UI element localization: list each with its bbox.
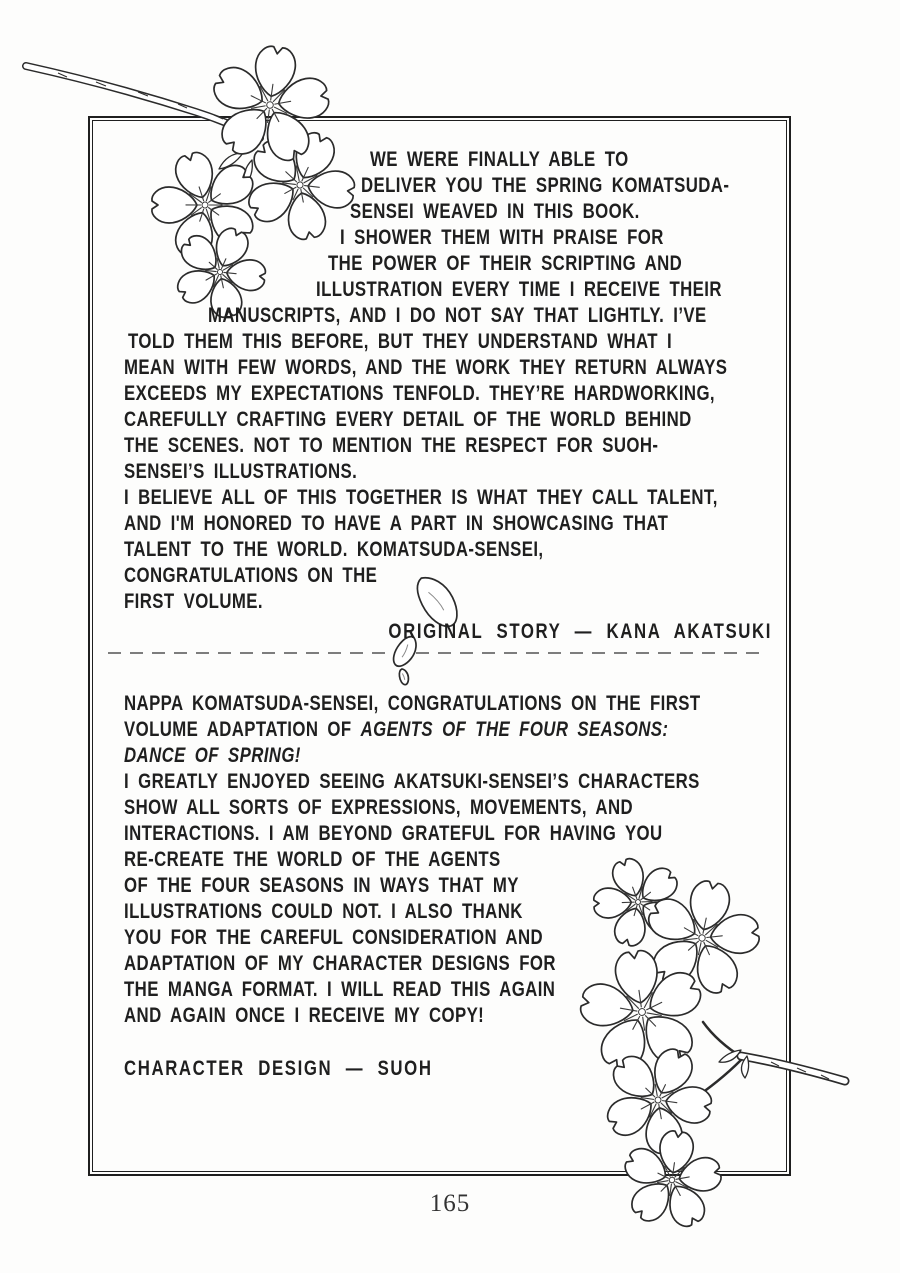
text-line bbox=[124, 925, 652, 951]
text-line: DELIVER YOU THE SPRING KOMATSUDA- bbox=[361, 174, 730, 197]
text-line: I BELIEVE ALL OF THIS TOGETHER IS WHAT THEY CALL TALENT, bbox=[124, 486, 718, 509]
text-line: WE WERE FINALLY ABLE TO bbox=[370, 148, 629, 171]
text-line: ILLUSTRATION EVERY TIME I RECEIVE THEIR bbox=[316, 278, 722, 301]
text-line bbox=[124, 717, 669, 743]
text-line bbox=[124, 795, 652, 821]
text-segment: ILLUSTRATIONS COULD NOT. I ALSO THANK bbox=[124, 900, 523, 923]
text-line bbox=[124, 743, 652, 769]
text-line: MANUSCRIPTS, AND I DO NOT SAY THAT LIGHTLY. I’VE bbox=[208, 304, 707, 327]
text-line: THE SCENES. NOT TO MENTION THE RESPECT FOR SUOH- bbox=[124, 434, 659, 457]
text-segment: SHOW ALL SORTS OF EXPRESSIONS, MOVEMENTS, AND bbox=[124, 796, 634, 819]
text-line: FIRST VOLUME. bbox=[124, 590, 263, 613]
text-line: SENSEI’S ILLUSTRATIONS. bbox=[124, 460, 358, 483]
text-line: CAREFULLY CRAFTING EVERY DETAIL OF THE WORLD BEHIND bbox=[124, 408, 692, 431]
text-line: AND I'M HONORED TO HAVE A PART IN SHOWCASING THAT bbox=[124, 512, 669, 535]
original-story-credit: ORIGINAL STORY — KANA AKATSUKI bbox=[388, 620, 772, 643]
text-line: SENSEI WEAVED IN THIS BOOK. bbox=[350, 200, 640, 223]
text-line bbox=[124, 691, 701, 717]
text-line bbox=[124, 899, 652, 925]
text-segment: THE MANGA FORMAT. I WILL READ THIS AGAIN bbox=[124, 978, 556, 1001]
text-line bbox=[124, 821, 663, 847]
text-segment-italic: AGENTS OF THE FOUR SEASONS: bbox=[360, 718, 669, 741]
afterword-character-design bbox=[124, 691, 784, 1029]
text-line: I SHOWER THEM WITH PRAISE FOR bbox=[340, 226, 664, 249]
page-number: 165 bbox=[429, 1190, 471, 1217]
text-segment: YOU FOR THE CAREFUL CONSIDERATION AND bbox=[124, 926, 544, 949]
character-design-credit: CHARACTER DESIGN — SUOH bbox=[124, 1057, 433, 1080]
text-line: TALENT TO THE WORLD. KOMATSUDA-SENSEI, bbox=[124, 538, 544, 561]
text-line: CONGRATULATIONS ON THE bbox=[124, 564, 378, 587]
text-line bbox=[124, 977, 652, 1003]
text-segment-italic: DANCE OF SPRING! bbox=[124, 744, 301, 767]
afterword-original-story bbox=[124, 147, 784, 615]
text-line bbox=[124, 769, 700, 795]
text-segment: I GREATLY ENJOYED SEEING AKATSUKI-SENSEI’S CHARACTERS bbox=[124, 770, 700, 793]
text-segment: OF THE FOUR SEASONS IN WAYS THAT MY bbox=[124, 874, 519, 897]
text-line: EXCEEDS MY EXPECTATIONS TENFOLD. THEY’RE HARDWORKING, bbox=[124, 382, 715, 405]
text-line bbox=[124, 1003, 652, 1029]
text-line bbox=[124, 951, 652, 977]
text-segment: RE-CREATE THE WORLD OF THE AGENTS bbox=[124, 848, 501, 871]
text-line bbox=[124, 847, 652, 873]
text-segment: ADAPTATION OF MY CHARACTER DESIGNS FOR bbox=[124, 952, 556, 975]
text-line bbox=[124, 873, 652, 899]
text-line: THE POWER OF THEIR SCRIPTING AND bbox=[328, 252, 683, 275]
text-line: TOLD THEM THIS BEFORE, BUT THEY UNDERSTAND WHAT I bbox=[128, 330, 673, 353]
text-line: MEAN WITH FEW WORDS, AND THE WORK THEY RETURN ALWAYS bbox=[124, 356, 728, 379]
text-segment: VOLUME ADAPTATION OF bbox=[124, 718, 361, 741]
text-segment: INTERACTIONS. I AM BEYOND GRATEFUL FOR HAVING YOU bbox=[124, 822, 663, 845]
text-segment: AND AGAIN ONCE I RECEIVE MY COPY! bbox=[124, 1004, 485, 1027]
text-segment: NAPPA KOMATSUDA-SENSEI, CONGRATULATIONS ON THE FIRST bbox=[124, 692, 701, 715]
